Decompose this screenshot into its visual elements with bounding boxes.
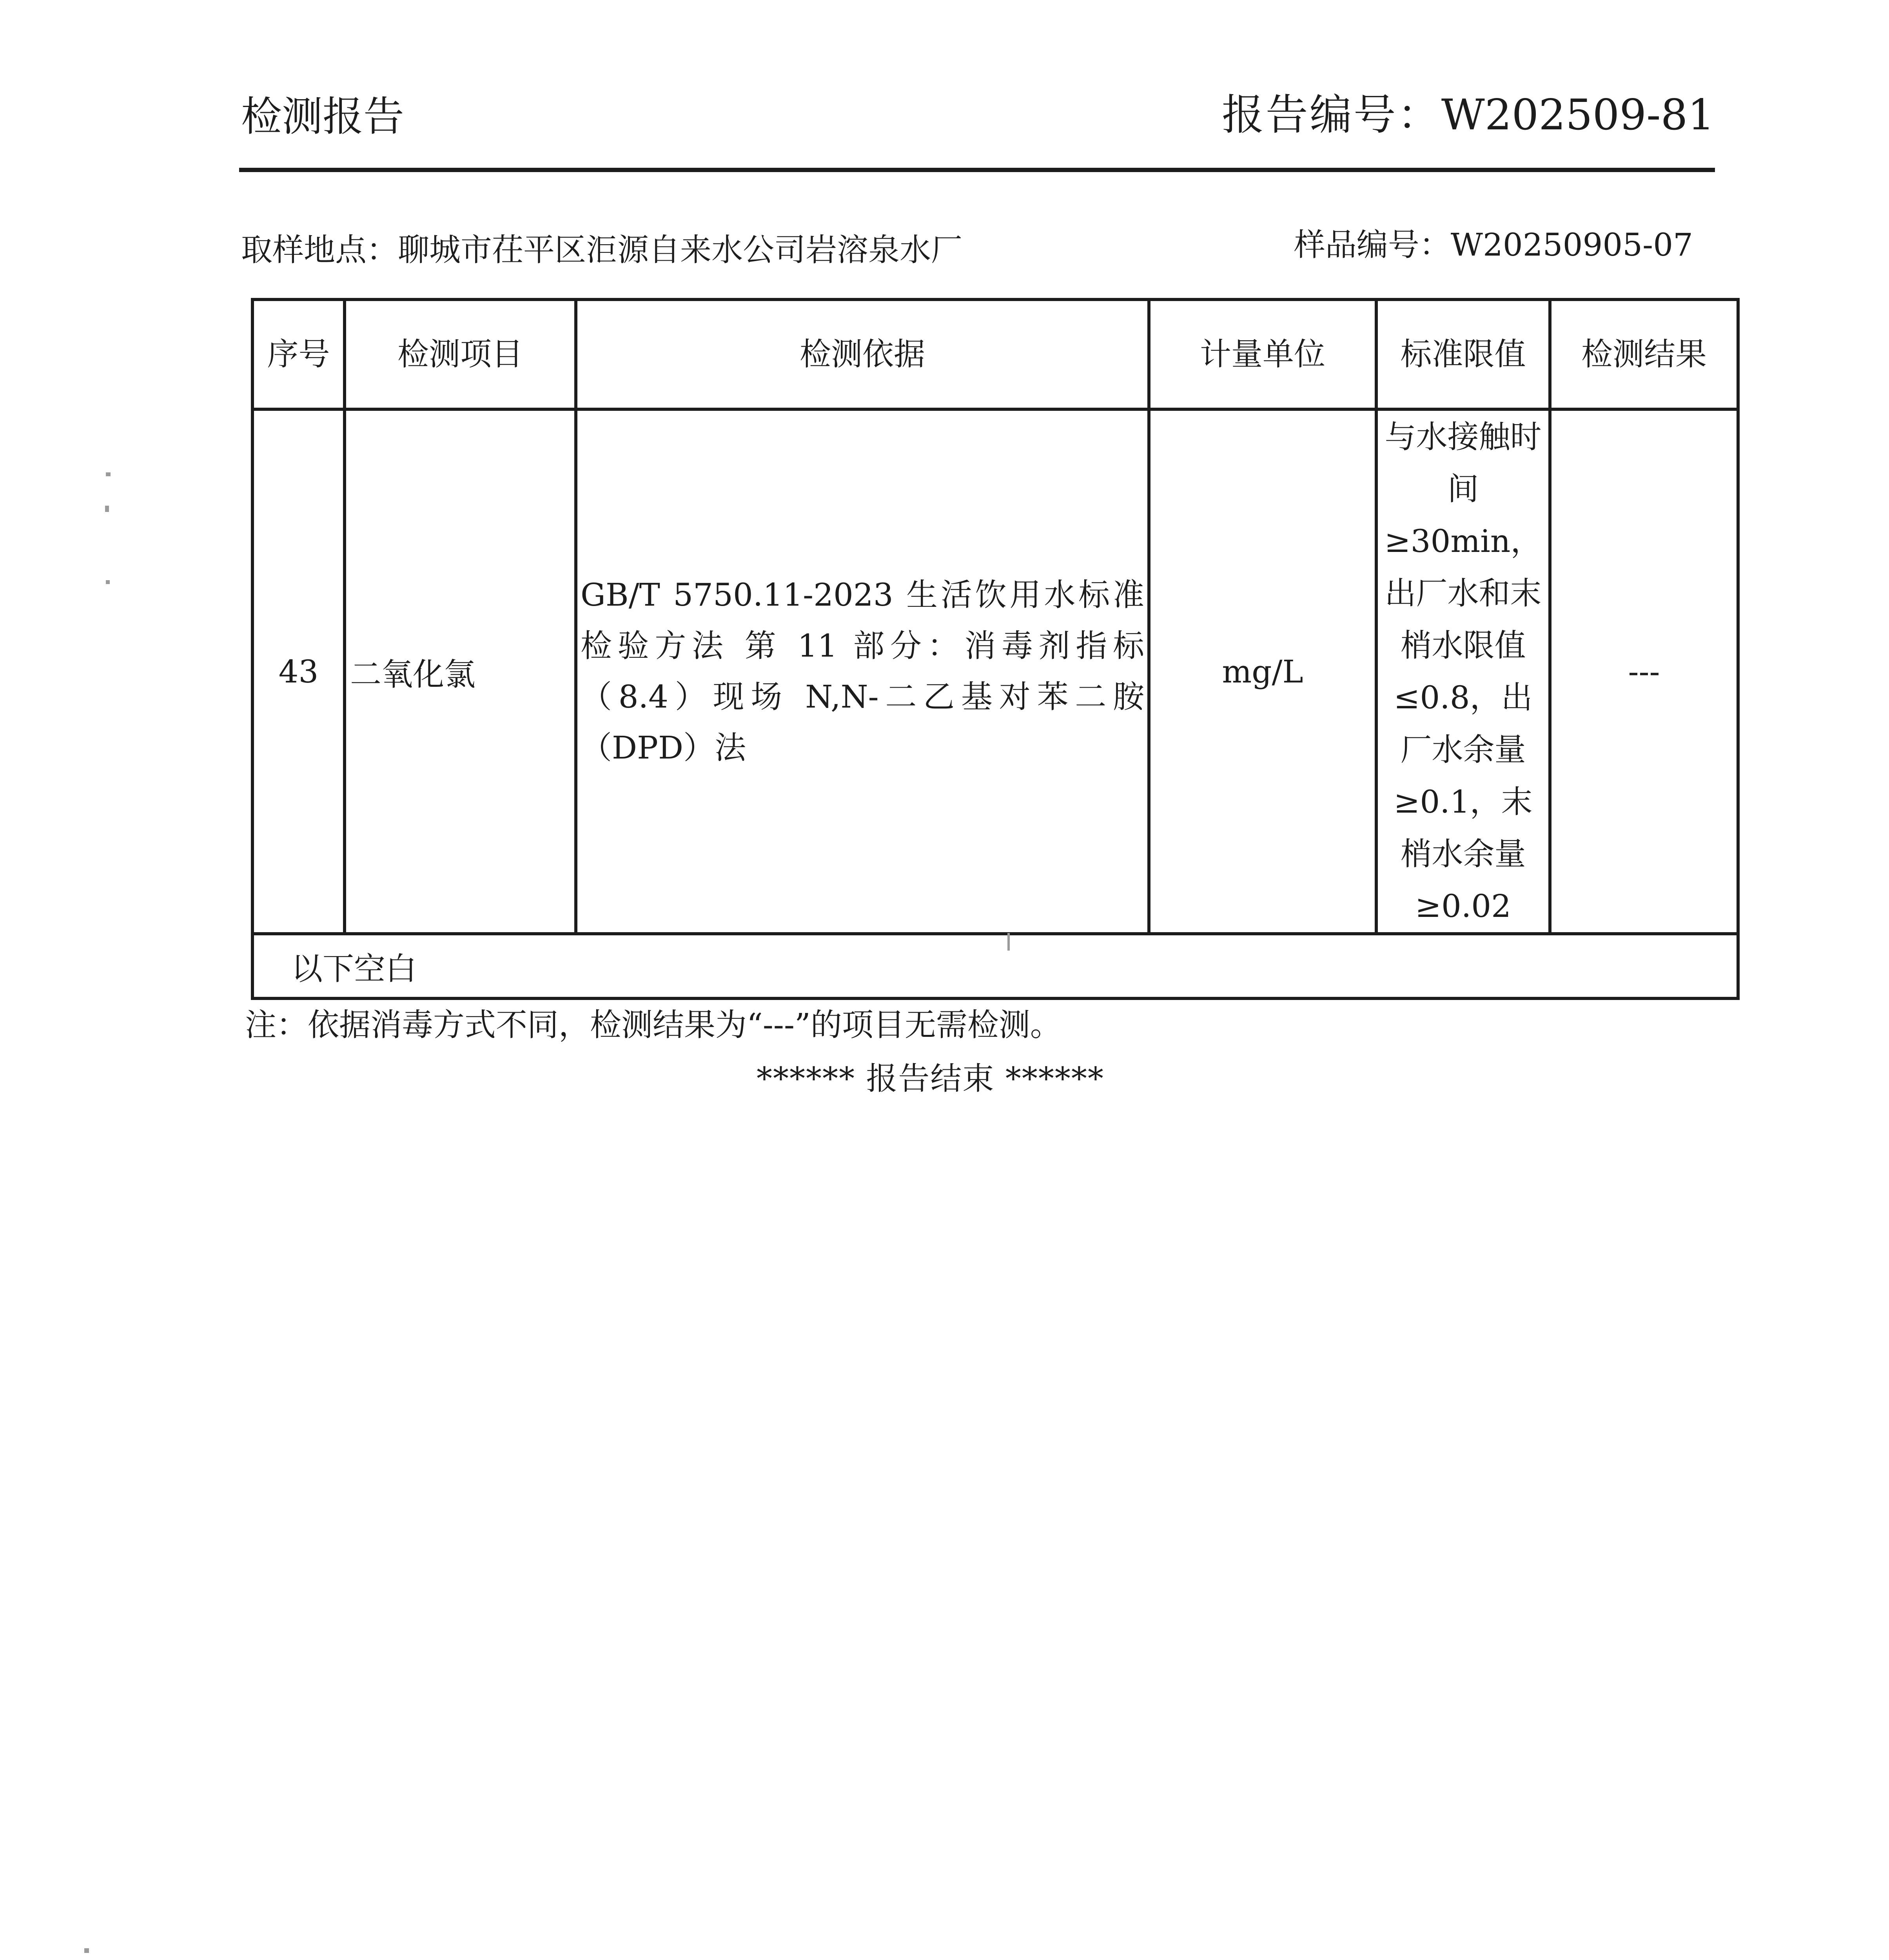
report-number-label: 报告编号： (1221, 91, 1441, 140)
sample-location-label: 取样地点： (241, 232, 398, 268)
scan-speck (105, 506, 109, 512)
row-seq: 43 (252, 409, 345, 934)
scan-speck (84, 1948, 89, 1953)
row-basis: GB/T 5750.11-2023 生活饮用水标准检验方法 第 11 部分：消毒剂指标（8.4）现场 N,N-二乙基对苯二胺（DPD）法 (576, 409, 1149, 934)
table-row (252, 409, 1738, 934)
sample-number-value: W20250905-07 (1450, 227, 1693, 263)
report-number (1221, 91, 1715, 140)
row-result: --- (1550, 409, 1738, 934)
scan-speck (1007, 933, 1010, 951)
sample-number-label: 样品编号： (1294, 227, 1451, 263)
table-header-row (252, 299, 1738, 409)
document-title: 检测报告 (241, 93, 405, 140)
sample-number (1294, 229, 1693, 261)
column-header-seq: 序号 (252, 299, 345, 409)
scan-speck (106, 472, 111, 476)
row-unit: mg/L (1149, 409, 1376, 934)
report-number-value: W202509-81 (1441, 91, 1715, 140)
column-header-unit: 计量单位 (1149, 299, 1376, 409)
column-header-limit: 标准限值 (1376, 299, 1550, 409)
results-table (251, 298, 1740, 1000)
report-end-mark: ****** 报告结束 ****** (757, 1060, 1104, 1097)
sample-location (241, 234, 962, 266)
footnote: 注：依据消毒方式不同，检测结果为“---”的项目无需检测。 (245, 1007, 1062, 1043)
header-divider (239, 168, 1715, 172)
column-header-basis: 检测依据 (576, 299, 1149, 409)
scan-speck (106, 580, 110, 584)
table-end-row (252, 934, 1738, 998)
row-limit: 与水接触时间≥30min，出厂水和末梢水限值≤0.8，出厂水余量≥0.1，末梢水余量≥0.02 (1376, 409, 1550, 934)
column-header-result: 检测结果 (1550, 299, 1738, 409)
column-header-item: 检测项目 (345, 299, 576, 409)
table-end-text: 以下空白 (252, 934, 1738, 998)
row-item: 二氧化氯 (345, 409, 576, 934)
sample-location-value: 聊城市茌平区洰源自来水公司岩溶泉水厂 (398, 232, 962, 268)
